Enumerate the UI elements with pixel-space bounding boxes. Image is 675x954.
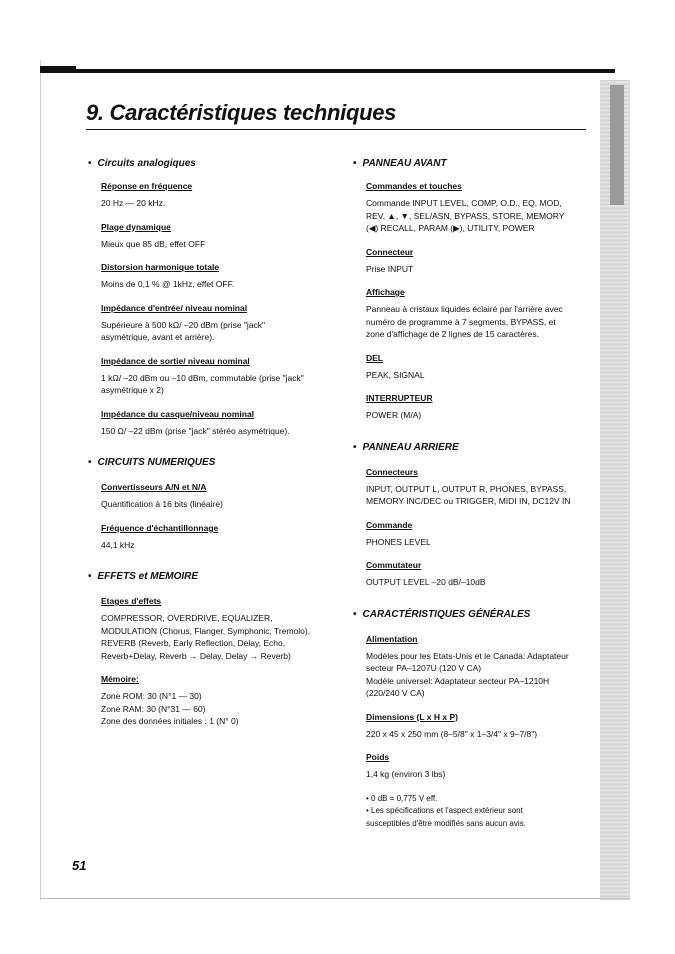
section-heading: PANNEAU AVANT: [362, 158, 447, 169]
spec-value: Supérieure à 500 kΩ/ –20 dBm (prise "jack" asymétrique, avant et arrière).: [101, 319, 266, 342]
section-general: [353, 609, 593, 620]
spec-value: PHONES LEVEL: [366, 536, 431, 547]
spec-value: Prise INPUT: [366, 263, 414, 274]
spec-label: INTERRUPTEUR: [366, 393, 433, 403]
spec-value: INPUT, OUTPUT L, OUTPUT R, PHONES, BYPASS, MEMORY INC/DEC ou TRIGGER, MIDI IN, DC12V IN: [366, 483, 571, 506]
bullet-icon: •: [353, 441, 357, 453]
spec-label: Réponse en fréquence: [101, 181, 193, 191]
spec-label: Mémoire:: [101, 674, 139, 684]
section-digital: [88, 457, 328, 468]
spec-label: Convertisseurs A/N et N/A: [101, 482, 207, 492]
spec-label: Dimensions (L x H x P): [366, 711, 458, 722]
spec-label: Commandes et touches: [366, 181, 462, 191]
section-front-panel: [353, 158, 593, 169]
spec-label: Etages d'effets: [101, 596, 162, 606]
spec-value: 150 Ω/ –22 dBm (prise "jack" stéréo asymétrique).: [101, 425, 290, 436]
page-title: 9. Caractéristiques techniques: [86, 100, 397, 125]
section-analog: [88, 158, 328, 169]
spec-label: Impédance du casque/niveau nominal: [101, 408, 255, 419]
spec-value: Commande INPUT LEVEL, COMP, O.D., EQ, MOD, REV, ▲, ▼, SEL/ASN, BYPASS, STORE, MEMORY (◀) RECALL, PARAM (▶), UTILITY, POWER: [366, 198, 565, 233]
section-heading: PANNEAU ARRIERE: [362, 441, 459, 453]
scan-edge-dark: [610, 85, 624, 205]
spec-value: Mieux que 85 dB, effet OFF: [101, 238, 206, 249]
front-items: [353, 181, 593, 422]
spec-label: Affichage: [366, 287, 405, 297]
section-heading: CARACTÉRISTIQUES GÉNÉRALES: [362, 608, 531, 620]
spec-value: 44,1 kHz: [101, 539, 135, 550]
section-heading: Circuits analogiques: [97, 158, 196, 169]
left-column: [88, 158, 328, 740]
margin-line: [40, 60, 41, 900]
spec-value: Panneau à cristaux liquides éclairé par l'arrière avec numéro de programme à 7 segments, BYPASS, et zone d'affichage de 2 lignes de 15 caractères.: [366, 304, 563, 339]
spec-label: Commande: [366, 519, 413, 530]
spec-value: 220 x 45 x 250 mm (8–5/8" x 1–3/4" x 9–7/8"): [366, 728, 538, 739]
spec-value: Zone ROM: 30 (N°1 — 30) Zone RAM: 30 (N°31 — 60) Zone des données initiales : 1 (N° 0): [101, 691, 239, 726]
spec-value: COMPRESSOR, OVERDRIVE, EQUALIZER, MODULATION (Chorus, Flanger, Symphonic, Tremolo), REVERB (Reverb, Early Reflection, Delay, Echo, Reverb+Delay, Reverb → Delay, Delay → Reverb): [101, 613, 311, 661]
spec-label: Plage dynamique: [101, 221, 171, 232]
bullet-icon: •: [353, 158, 357, 169]
spec-value: POWER (M/A): [366, 410, 422, 420]
right-column: [353, 158, 593, 830]
footer-rule: [40, 898, 630, 899]
spec-label: Alimentation: [366, 633, 418, 644]
spec-value: 1 kΩ/ –20 dBm ou –10 dBm, commutable (prise "jack" asymétrique x 2): [101, 372, 304, 395]
effects-items: [88, 596, 328, 728]
rear-items: [353, 467, 593, 589]
bullet-icon: •: [88, 158, 92, 169]
header-bar: [40, 69, 615, 73]
bullet-icon: •: [353, 608, 357, 620]
spec-label: Impédance de sortie/ niveau nominal: [101, 355, 250, 366]
section-rear-panel: [353, 442, 593, 453]
title-underline: [86, 129, 586, 130]
spec-value: 20 Hz — 20 kHz.: [101, 198, 166, 208]
analog-items: [88, 181, 328, 437]
spec-label: Distorsion harmonique totale: [101, 262, 220, 272]
spec-label: DEL: [366, 352, 383, 363]
bullet-icon: •: [88, 457, 92, 468]
footnotes: [366, 793, 593, 831]
section-effects: [88, 571, 328, 582]
section-heading: EFFETS et MEMOIRE: [97, 571, 199, 582]
spec-label: Connecteurs: [366, 466, 418, 477]
footnote: • Les spécifications et l'aspect extérieur sont susceptibles d'être modifiés sans aucun avis.: [366, 806, 526, 828]
spec-label: Fréquence d'échantillonnage: [101, 522, 219, 533]
spec-value: Moins de 0,1 % @ 1kHz, effet OFF.: [101, 279, 235, 289]
page-number: 51: [72, 858, 87, 873]
general-items: [353, 634, 593, 831]
spec-value: OUTPUT LEVEL –20 dB/–10dB: [366, 577, 486, 587]
spec-value: Quantification à 16 bits (linéaire): [101, 499, 223, 509]
spec-value: Modèles pour les Etats-Unis et le Canada: Adaptateur secteur PA–1207U (120 V CA) Modèle universel: Adaptateur secteur PA–1210H (220/240 V CA): [366, 650, 569, 698]
spec-label: Poids: [366, 752, 390, 762]
digital-items: [88, 482, 328, 551]
spec-label: Impédance d'entrée/ niveau nominal: [101, 302, 248, 313]
spec-value: 1,4 kg (environ 3 lbs): [366, 769, 446, 779]
footnote: • 0 dB = 0,775 V eff.: [366, 793, 438, 803]
spec-value: PEAK, SIGNAL: [366, 369, 425, 380]
spec-label: Commutateur: [366, 560, 422, 570]
spec-label: Connecteur: [366, 246, 414, 257]
section-heading: CIRCUITS NUMERIQUES: [97, 457, 216, 468]
bullet-icon: •: [88, 571, 92, 582]
